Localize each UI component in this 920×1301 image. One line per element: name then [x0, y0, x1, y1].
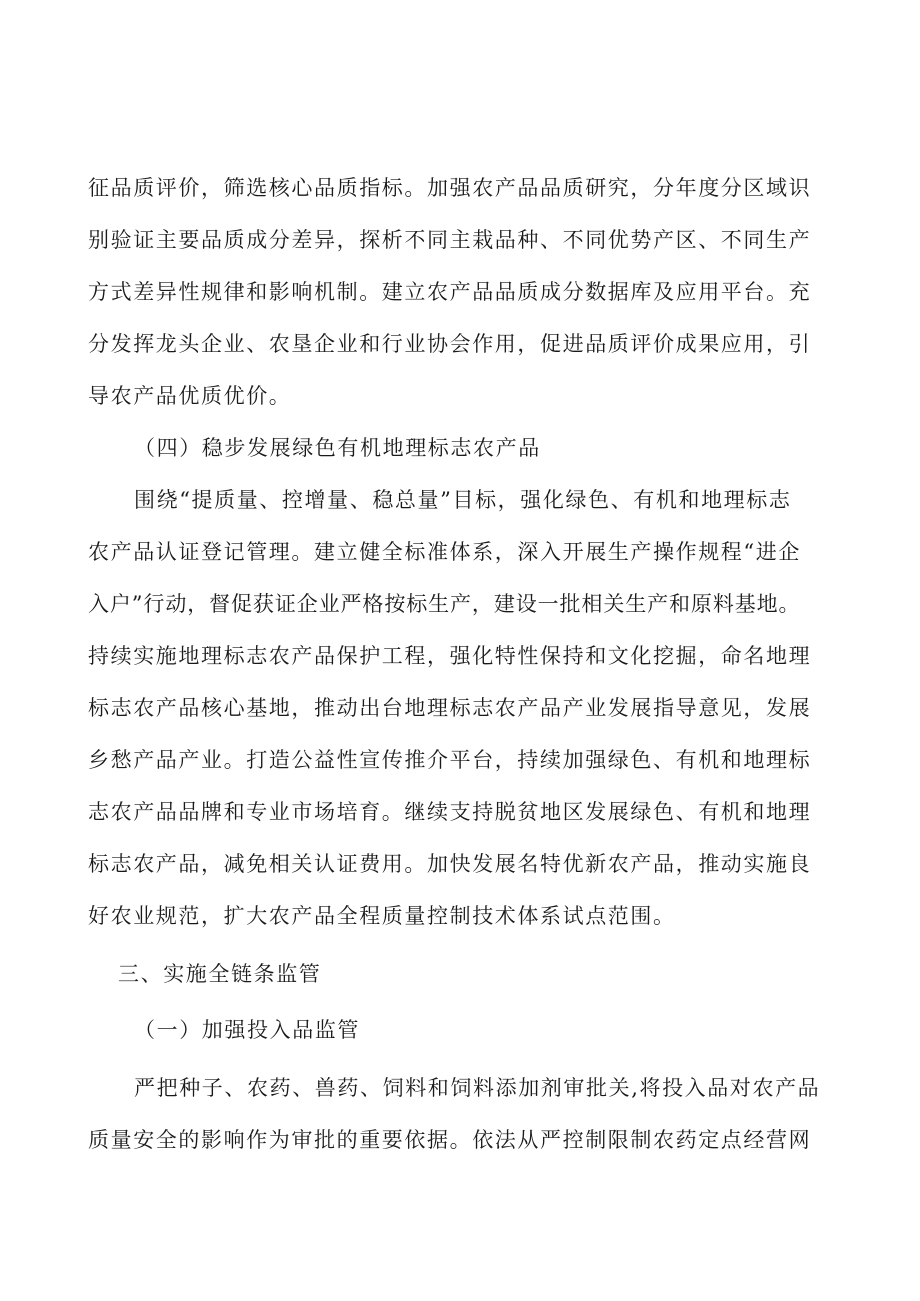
subsection-heading-4: （四）稳步发展绿色有机地理标志农产品: [134, 436, 541, 460]
paragraph-line: 方式差异性规律和影响机制。建立农产品品质成分数据库及应用平台。充: [88, 280, 812, 304]
paragraph-line: 导农产品优质优价。: [88, 384, 292, 408]
paragraph-line: 标志农产品核心基地，推动出台地理标志农产品产业发展指导意见，发展: [88, 696, 812, 720]
paragraph-line: 围绕“提质量、控增量、稳总量”目标，强化绿色、有机和地理标志: [134, 488, 792, 512]
paragraph-line: 农产品认证登记管理。建立健全标准体系，深入开展生产操作规程“进企: [88, 540, 801, 564]
paragraph-line: 入户”行动，督促获证企业严格按标生产，建设一批相关生产和原料基地。: [88, 592, 801, 616]
paragraph-line: 别验证主要品质成分差异，探析不同主栽品种、不同优势产区、不同生产: [88, 228, 812, 252]
paragraph-line: 质量安全的影响作为审批的重要依据。依法从严控制限制农药定点经营网: [88, 1128, 812, 1152]
paragraph-line: 严把种子、农药、兽药、饲料和饲料添加剂审批关,将投入品对农产品: [134, 1076, 821, 1100]
paragraph-line: 征品质评价，筛选核心品质指标。加强农产品品质研究，分年度分区域识: [88, 176, 812, 200]
paragraph-line: 志农产品品牌和专业市场培育。继续支持脱贫地区发展绿色、有机和地理: [88, 800, 812, 824]
paragraph-line: 标志农产品，减免相关认证费用。加快发展名特优新农产品，推动实施良: [88, 852, 812, 876]
paragraph-line: 好农业规范，扩大农产品全程质量控制技术体系试点范围。: [88, 904, 676, 928]
paragraph-line: 持续实施地理标志农产品保护工程，强化特性保持和文化挖掘，命名地理: [88, 644, 812, 668]
section-heading-3: 三、实施全链条监管: [118, 962, 322, 986]
paragraph-line: 乡愁产品产业。打造公益性宣传推介平台，持续加强绿色、有机和地理标: [88, 748, 812, 772]
paragraph-line: 分发挥龙头企业、农垦企业和行业协会作用，促进品质评价成果应用，引: [88, 332, 812, 356]
subsection-heading-1: （一）加强投入品监管: [134, 1018, 360, 1042]
